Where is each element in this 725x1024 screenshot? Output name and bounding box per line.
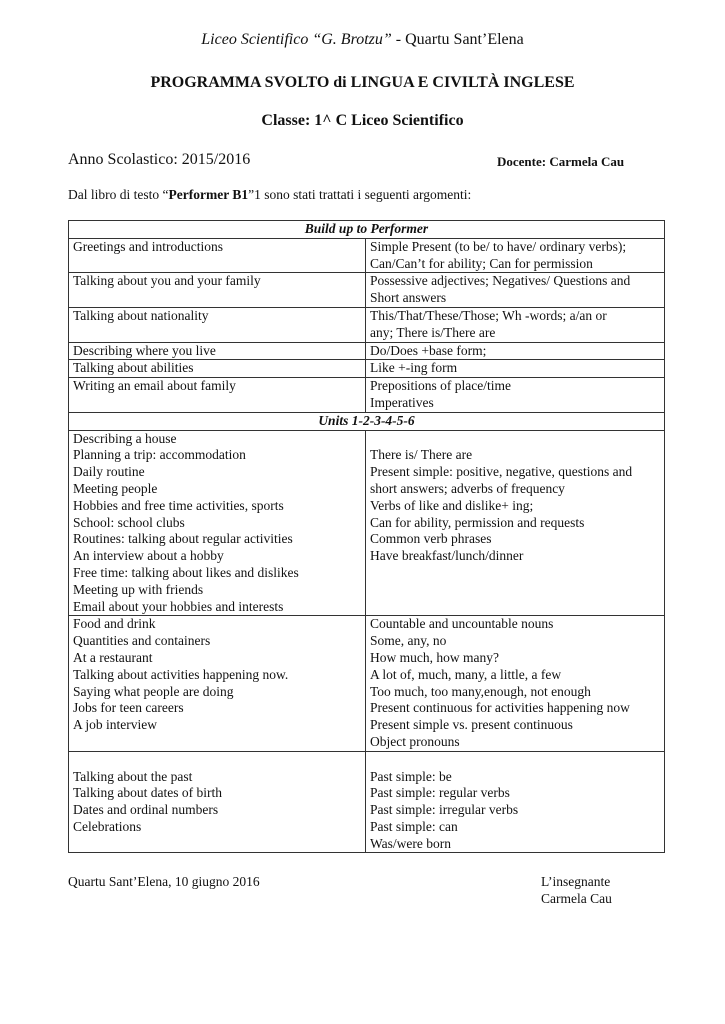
topic-cell	[69, 616, 366, 751]
cell-line: Writing an email about family	[73, 378, 236, 394]
cell-line: Celebrations	[73, 818, 142, 834]
grammar-cell	[366, 360, 665, 378]
cell-line: Do/Does +base form;	[370, 342, 487, 358]
cell-line: Routines: talking about regular activities	[73, 531, 293, 547]
cell-line: Meeting up with friends	[73, 581, 204, 597]
cell-line: Present continuous for activities happening now	[370, 700, 630, 716]
table-row	[69, 430, 665, 616]
cell-line	[370, 752, 660, 769]
cell-line: Hobbies and free time activities, sports	[73, 497, 284, 513]
grammar-cell	[366, 430, 665, 616]
topic-cell	[69, 238, 366, 273]
cell-line: Talking about abilities	[73, 360, 194, 376]
table-row	[69, 307, 665, 342]
teacher-name: Docente: Carmela Cau	[497, 154, 625, 169]
cell-line: Meeting people	[73, 480, 158, 496]
grammar-cell	[366, 378, 665, 413]
program-table	[68, 220, 665, 853]
cell-line: Too much, too many,enough, not enough	[370, 683, 591, 699]
place-date: Quartu Sant’Elena, 10 giugno 2016	[68, 874, 260, 889]
signature-role: L’insegnante	[541, 874, 611, 889]
cell-line: Free time: talking about likes and dislikes	[73, 564, 299, 580]
grammar-cell	[366, 342, 665, 360]
cell-line: Quantities and containers	[73, 633, 211, 649]
cell-line: Planning a trip: accommodation	[73, 447, 246, 463]
cell-line: At a restaurant	[73, 649, 153, 665]
topic-cell	[69, 342, 366, 360]
cell-line: Like +-ing form	[370, 360, 458, 376]
cell-line: Describing a house	[73, 430, 177, 446]
cell-line: Past simple: regular verbs	[370, 785, 510, 801]
cell-line: Prepositions of place/time	[370, 378, 511, 394]
cell-line: Present simple vs. present continuous	[370, 717, 573, 733]
section-header-row	[69, 221, 665, 239]
cell-line: Describing where you live	[73, 342, 216, 358]
section-header-row	[69, 412, 665, 430]
grammar-cell	[366, 273, 665, 308]
table-row	[69, 238, 665, 273]
textbook-title: Performer B1	[168, 187, 249, 202]
table-row	[69, 360, 665, 378]
cell-line: This/That/These/Those; Wh -words; a/an or	[370, 307, 607, 323]
cell-line	[370, 431, 660, 448]
cell-line: Was/were born	[370, 835, 452, 851]
topic-cell	[69, 273, 366, 308]
cell-line: A job interview	[73, 717, 157, 733]
cell-line: Common verb phrases	[370, 531, 492, 547]
table-row	[69, 751, 665, 853]
cell-line: any; There is/There are	[370, 324, 496, 340]
school-name	[0, 31, 725, 49]
cell-line: Past simple: irregular verbs	[370, 802, 519, 818]
class-label: Classe: 1^ C Liceo Scientifico	[261, 112, 464, 129]
cell-line: School: school clubs	[73, 514, 185, 530]
cell-line: Dates and ordinal numbers	[73, 802, 219, 818]
topic-cell	[69, 430, 366, 616]
cell-line: Talking about the past	[73, 768, 193, 784]
cell-line: An interview about a hobby	[73, 548, 224, 564]
cell-line: Can for ability, permission and requests	[370, 514, 585, 530]
topic-cell	[69, 360, 366, 378]
cell-line: Talking about you and your family	[73, 273, 261, 289]
intro-before: Dal libro di testo “	[68, 187, 169, 202]
cell-line: Talking about dates of birth	[73, 785, 223, 801]
grammar-cell	[366, 751, 665, 853]
cell-line: Greetings and introductions	[73, 238, 223, 254]
cell-line: Past simple: can	[370, 818, 458, 834]
cell-line: Talking about nationality	[73, 307, 209, 323]
cell-line: Present simple: positive, negative, questions and	[370, 464, 633, 480]
cell-line: Saying what people are doing	[73, 683, 234, 699]
cell-line: Possessive adjectives; Negatives/ Questions and	[370, 273, 631, 289]
cell-line: Have breakfast/lunch/dinner	[370, 548, 524, 564]
table-row	[69, 378, 665, 413]
school-year: Anno Scolastico: 2015/2016	[68, 151, 251, 168]
cell-line: short answers; adverbs of frequency	[370, 480, 565, 496]
topic-cell	[69, 307, 366, 342]
cell-line: Jobs for teen careers	[73, 700, 184, 716]
cell-line: Email about your hobbies and interests	[73, 598, 284, 614]
cell-line: A lot of, much, many, a little, a few	[370, 666, 562, 682]
grammar-cell	[366, 616, 665, 751]
cell-line: Talking about activities happening now.	[73, 666, 289, 682]
grammar-cell	[366, 238, 665, 273]
intro-after: ”1 sono stati trattati i seguenti argomenti:	[248, 187, 472, 202]
section-title: Units 1-2-3-4-5-6	[69, 412, 665, 430]
cell-line: Daily routine	[73, 464, 145, 480]
table-row	[69, 616, 665, 751]
cell-line: Some, any, no	[370, 633, 447, 649]
section-title: Build up to Performer	[69, 221, 665, 239]
cell-line: Food and drink	[73, 616, 156, 632]
topic-cell	[69, 751, 366, 853]
table-row	[69, 342, 665, 360]
table-row	[69, 273, 665, 308]
page-title: PROGRAMMA SVOLTO di LINGUA E CIVILTÀ INGLESE	[150, 74, 575, 91]
cell-line: There is/ There are	[370, 447, 473, 463]
program-table-body	[69, 221, 665, 853]
cell-line	[73, 752, 361, 769]
cell-line: Countable and uncountable nouns	[370, 616, 554, 632]
signature-name: Carmela Cau	[541, 891, 612, 906]
cell-line: Past simple: be	[370, 768, 452, 784]
school-location: - Quartu Sant’Elena	[391, 31, 524, 48]
topic-cell	[69, 378, 366, 413]
grammar-cell	[366, 307, 665, 342]
cell-line: Object pronouns	[370, 733, 460, 749]
school-name-italic: Liceo Scientifico “G. Brotzu”	[201, 31, 392, 48]
cell-line: Imperatives	[370, 394, 434, 410]
cell-line: Verbs of like and dislike+ ing;	[370, 497, 534, 513]
cell-line: Can/Can’t for ability; Can for permission	[370, 255, 593, 271]
intro-text	[68, 187, 471, 203]
cell-line: How much, how many?	[370, 649, 499, 665]
cell-line: Short answers	[370, 290, 447, 306]
cell-line: Simple Present (to be/ to have/ ordinary verbs);	[370, 238, 627, 254]
